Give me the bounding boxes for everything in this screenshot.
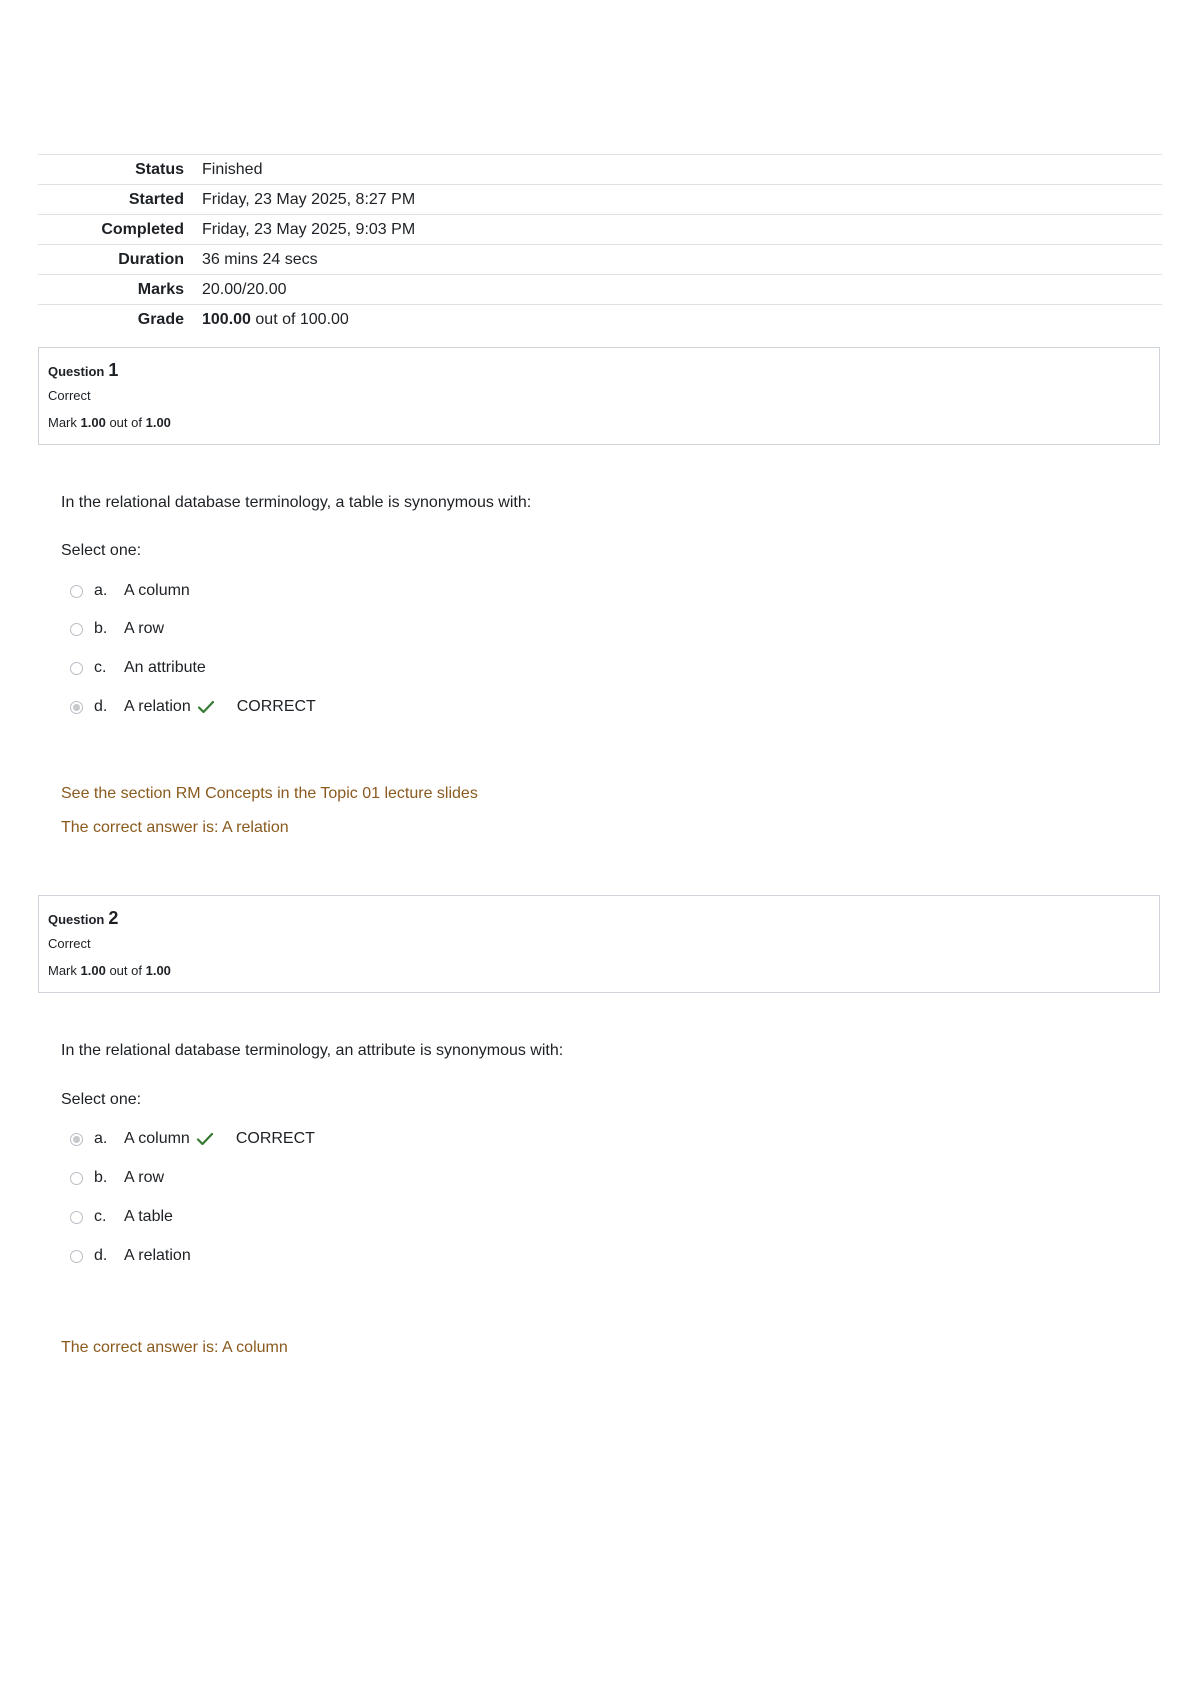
answer-letter: d. — [94, 698, 108, 715]
quiz-summary-table — [38, 154, 1162, 334]
duration-label: Duration — [118, 250, 184, 268]
correct-tag: CORRECT — [236, 698, 316, 715]
question-2-answer-b[interactable] — [70, 1167, 164, 1189]
answer-text: A relation — [124, 698, 191, 715]
question-2-answer-a[interactable] — [70, 1128, 315, 1150]
question-1-general-feedback: See the section RM Concepts in the Topic 01 lecture slides — [61, 785, 478, 802]
duration-value: 36 mins 24 secs — [202, 250, 318, 268]
answer-text: A column — [124, 582, 190, 599]
question-1-answer-b[interactable] — [70, 618, 164, 640]
answer-text: A row — [124, 620, 165, 637]
marks-value: 20.00/20.00 — [202, 280, 287, 298]
question-1-answer-c[interactable] — [70, 657, 206, 679]
question-2-grade — [48, 963, 1150, 978]
question-1-prompt: Select one: — [61, 542, 142, 559]
question-2-answer-c[interactable] — [70, 1206, 173, 1228]
mark-mid: out of — [109, 415, 142, 430]
question-2-text: In the relational database terminology, an attribute is synonymous with: — [61, 1042, 564, 1059]
mark-value: 1.00 — [80, 415, 106, 430]
answer-letter: c. — [94, 1208, 107, 1225]
summary-row-status — [38, 154, 1162, 184]
question-2-info — [38, 895, 1160, 993]
status-value: Finished — [202, 160, 263, 178]
question-2-state: Correct — [48, 936, 91, 951]
check-icon — [197, 699, 215, 715]
answer-letter: b. — [94, 1169, 108, 1186]
question-2-prompt: Select one: — [61, 1091, 142, 1108]
answer-letter: d. — [94, 1247, 108, 1264]
answer-text: A column — [124, 1130, 190, 1147]
question-2-answer-d[interactable] — [70, 1245, 191, 1267]
mark-mid: out of — [109, 963, 142, 978]
question-1-text: In the relational database terminology, a table is synonymous with: — [61, 494, 532, 511]
answer-text: A table — [124, 1208, 173, 1225]
question-number: 1 — [108, 360, 119, 380]
answer-text: A row — [124, 1169, 165, 1186]
question-1-info — [38, 347, 1160, 445]
question-title-prefix: Question — [48, 364, 105, 379]
question-1-right-answer: The correct answer is: A relation — [61, 819, 289, 836]
marks-label: Marks — [137, 280, 184, 298]
question-1-answer-d[interactable] — [70, 696, 316, 718]
summary-row-grade — [38, 304, 1162, 334]
completed-value: Friday, 23 May 2025, 9:03 PM — [202, 220, 416, 238]
summary-row-duration — [38, 244, 1162, 274]
answer-letter: c. — [94, 659, 107, 676]
mark-max: 1.00 — [145, 963, 171, 978]
started-label: Started — [128, 190, 184, 208]
grade-out-of: out of 100.00 — [255, 310, 349, 328]
answer-text: An attribute — [124, 659, 206, 676]
radio-button-selected[interactable] — [70, 701, 83, 714]
radio-button-selected[interactable] — [70, 1133, 83, 1146]
answer-letter: a. — [94, 1130, 108, 1147]
radio-button[interactable] — [70, 662, 83, 675]
question-title-prefix: Question — [48, 912, 105, 927]
question-2-title — [48, 908, 1150, 929]
mark-max: 1.00 — [145, 415, 171, 430]
answer-letter: a. — [94, 582, 108, 599]
radio-button[interactable] — [70, 1250, 83, 1263]
mark-prefix: Mark — [48, 963, 77, 978]
check-icon — [196, 1131, 214, 1147]
radio-button[interactable] — [70, 585, 83, 598]
radio-button[interactable] — [70, 1172, 83, 1185]
answer-letter: b. — [94, 620, 108, 637]
question-2-right-answer: The correct answer is: A column — [61, 1339, 288, 1356]
question-1-grade — [48, 415, 1150, 430]
completed-label: Completed — [101, 220, 184, 238]
started-value: Friday, 23 May 2025, 8:27 PM — [202, 190, 416, 208]
summary-row-completed — [38, 214, 1162, 244]
grade-label: Grade — [137, 310, 184, 328]
mark-prefix: Mark — [48, 415, 77, 430]
grade-value — [202, 311, 349, 329]
question-1-answer-a[interactable] — [70, 580, 190, 602]
question-1-title — [48, 360, 1150, 381]
summary-row-started — [38, 184, 1162, 214]
correct-tag: CORRECT — [235, 1130, 315, 1147]
summary-row-marks — [38, 274, 1162, 304]
grade-score: 100.00 — [202, 310, 251, 328]
status-label: Status — [135, 160, 184, 178]
answer-text: A relation — [124, 1247, 191, 1264]
radio-button[interactable] — [70, 623, 83, 636]
question-number: 2 — [108, 908, 119, 928]
radio-button[interactable] — [70, 1211, 83, 1224]
question-1-state: Correct — [48, 388, 91, 403]
mark-value: 1.00 — [80, 963, 106, 978]
